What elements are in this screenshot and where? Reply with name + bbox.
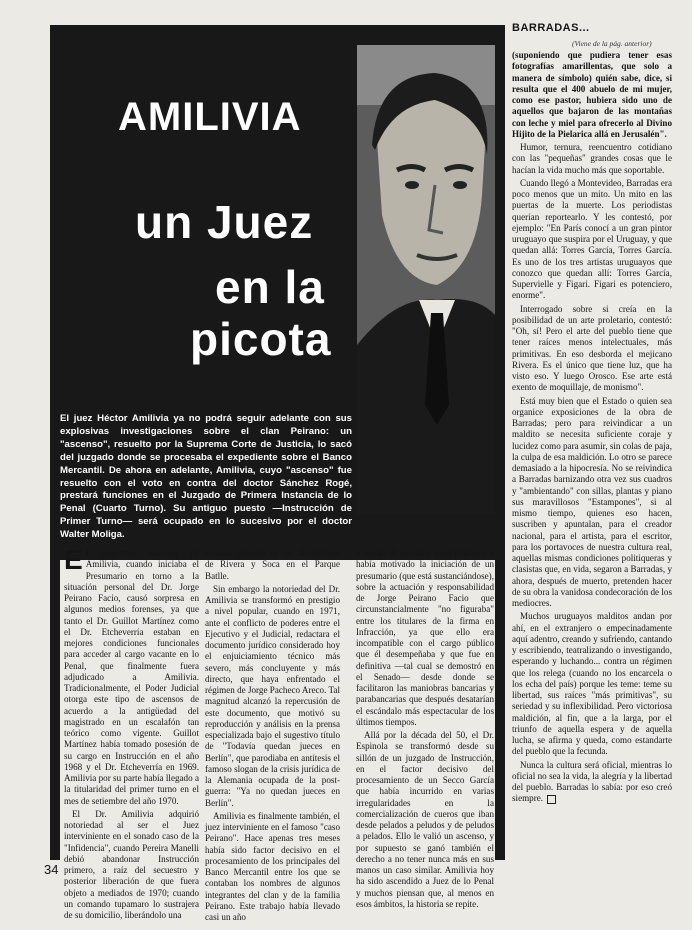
article-column-1: [64, 544, 199, 920]
article-column-3: [356, 548, 494, 909]
col3-paragraph-2: Allá por la década del 50, el Dr. Espinola se transformó desde su sillón de un juzgado de Instrucción, en el factor decisivo del procesamiento de un Secco García que había incurrido en varias irregularidades en la comercialización de cueros que iban desde pelados a peludos y de peludos a pelados. Ello le valió un ascenso, y por supuesto se ganó también el derecho a no tener nunca más en sus manos un caso similar. Amilivia hoy ha sido ascendido a Juez de lo Penal y muchos piensan que, al menos en esos ámbitos, la historia se repite.: [356, 730, 494, 909]
col4-paragraph-6: Muchos uruguayos malditos andan por ahí, en el extranjero o empecinadamente aquí adentro, creando y sufriendo, cantando y escribiendo, teatralizando o investigando, esperando y luchando... contra un régimen que los relega (cuando no los encarcela o los echa del país) porque les teme: teme su libertad, sus raíces "más primitivas", su seriedad y su inflexibilidad. Pero victoriosa maldición, al fin, que a la larga, por el triunfo de aquella espera y de aquella lucha, se afirma y queda, como estandarte del pueblo que la fecunda.: [512, 611, 672, 757]
col4-paragraph-1: (suponiendo que pudiera tener esas fotografías amarillentas, que solo a manera de símbolo) quién sabe, dice, si resulta que el 400 abuelo de mi mujer, como ese pastor, hubiera sido uno de aquellos que bajaron de las montañas con leche y miel para ofrecerlo al Divino Hijito de la Pielarica allá en Jerusalén".: [512, 50, 672, 139]
dropcap: E: [64, 544, 83, 575]
portrait-illustration: [357, 45, 495, 515]
portrait-photo: [357, 45, 495, 515]
article-column-4: [512, 50, 672, 875]
col4-paragraph-4: Interrogado sobre si creía en la posibilidad de un arte proletario, contestó: "Oh, sí! Pero el arte del pueblo tiene que tener raíces menos intelectuales, más primitivas. En eso desborda el mejicano Rivera. Es el único que tiene luz, que ha visto eso. Y luego Orosco. Ese arte está exento de moquillaje, de monismo".: [512, 303, 672, 393]
col4-paragraph-5: Está muy bien que el Estado o quien sea organice exposiciones de la obra de Barradas; pero para reivindicar a un maldito se necesita suficiente coraje y lucidez como para asumir, sin colas de paja, la culpa de esa maldición. Lo otro se parece demasiado a la hipocresía. No se reivindica a Barradas barnizando otra vez sus cuadros y "ambientando" con sillas, plantas y piano sus maravillosos "Estampones", si al mismo tiempo, quienes eso hacen, suscriben y apuntalan, para el creador nacional, para el artista, para el escritor, para los portavoces de nuestra cultura real, aquellas mismas condiciones politiqueras y clasistas que, en vida, segaron a Barradas, y ahora, después de muerto, pretenden hacer de su obra la vanidosa condecoración de los mediocres.: [512, 395, 672, 608]
end-mark-icon: [547, 795, 556, 804]
col2-paragraph-1: semana después en los alrededores de Rivera y Soca en el Parque Batlle.: [205, 548, 340, 581]
continued-article-title: BARRADAS...: [512, 22, 590, 34]
lead-paragraph: El juez Héctor Amilivia ya no podrá seguir adelante con sus explosivas investigaciones sobre el clan Peirano: un "ascenso", resuelto por la Suprema Corte de Justicia, lo sacó del juzgado donde se procesaba el expediente sobre el Banco Mercantil. De ahora en adelante, Amilivia, cuyo "ascenso" fue resuelto con el voto en contra del doctor Sánchez Rogé, prestará funciones en el Juzgado de Primera Instancia de lo Penal (Cuarto Turno). Su antiguo puesto —Instrucción de Primer Turno— será ocupado en lo sucesivo por el doctor Walter Moliga.: [60, 413, 352, 541]
article-column-2: [205, 548, 340, 922]
title-line-2: un Juez: [135, 196, 314, 248]
col2-paragraph-2: Sin embargo la notoriedad del Dr. Amilivia se transformó en prestigio a nivel popular, cuando en 1971, ante el conflicto de poderes entre el Ejecutivo y el Judicial, redactara el documento jurídico considerado hoy el enjuiciamiento técnico más severo, más concluyente y más directo, que haya enfrentado el régimen de Jorge Pacheco Areco. Tal magnitud alcanzó la repercusión de este documento, que motivó su reproducción y análisis en la prensa especializada bajo el sugestivo título de "Todavía quedan jueces en Berlín", que parodiaba en antítesis el famoso slogan de la crisis jurídica de la Alemania ocupada de la post-guerra: "Ya no quedan jueces en Berlín".: [205, 583, 340, 808]
col4-paragraph-7-text: Nunca la cultura será oficial, mientras lo oficial no sea la vida, la alegría y la libertad del pueblo. Barradas lo sabía: por eso creó siempre.: [512, 759, 672, 804]
right-rule: [495, 540, 505, 860]
col3-paragraph-1: y medio de estudios especializados y había motivado la iniciación de un presumario (que está sustanciándose), sobre la actuación y responsabilidad de Jorge Peirano Facio que circunstancialmente "no figuraba" entre los titulares de la firma en Infracción, ya que ello era incompatible con el cargo público que él desempeñaba y que fue en definitiva —tal cual se demostró en el Senado— desde donde se facilitaron las maniobras bancarias y parabancarias que después desatarían el escándalo más espectacular de los últimos tiempos.: [356, 548, 494, 727]
col2-paragraph-3: Amilivia es finalmente también, el juez interviniente en el famoso "caso Peirano". Hace apenas tres meses había sido factor decisivo en el procesamiento de los principales del Banco Mercantil entre los que se contaban los nombres de algunos integrantes del clan y de la familia Peirano. Este trabajo había llevado casi un año: [205, 810, 340, 922]
title-line-3: en la: [215, 261, 325, 313]
col1-paragraph-2: El Dr. Amilivia adquirió notoriedad al ser el Juez interviniente en el sonado caso de la "Infidencia", cuando Pereira Manelli debió abandonar Instrucción primero, a raíz del secuestro y posterior liberación de que fuera objeto a mediados de 1970; cuando un comando tupamaro lo sustrajera de su domicilio, liberándolo una: [64, 808, 199, 920]
col4-paragraph-7: [512, 760, 672, 805]
title-line-1: AMILIVIA: [118, 95, 302, 139]
continued-from-note: (Viene de la pág. anterior): [572, 39, 652, 48]
col1-paragraph-1-text: l sugestivo ascenso de Amilivia, cuando iniciaba el Presumario en torno a la situación personal del Dr. Jorge Peirano Facio, causó sorpresa en algunos medios forenses, ya que tanto el Dr. Guillot Martínez como el Dr. Etcheverría estaban en mejores condiciones funcionales para acceder al cargo vacante en lo Penal, que finalmente fuera adjudicado a Amilivia. Tradicionalmente, el Poder Judicial otorga este tipo de ascensos de acuerdo a la antigüedad del magistrado en un escalafón tan teórico como vigente. Guillot Martínez había tomado posesión de su cargo en Instrucción en el año 1968 y el Dr. Etcheverría en 1969. Amilivia por su parte había llegado a la titularidad del primer turno en el mes de setiembre del año 1970.: [64, 548, 199, 806]
title-line-4: picota: [190, 313, 332, 365]
col1-paragraph-1: [64, 544, 199, 807]
col4-paragraph-2: Humor, ternura, reencuentro cotidiano con las "pequeñas" grandes cosas que le hacían la vida mucho más que soportable.: [512, 142, 672, 175]
left-rule: [50, 540, 60, 860]
page-number: 34: [44, 862, 59, 877]
col4-paragraph-3: Cuando llegó a Montevideo, Barradas era poco menos que un mito. Un mito en las puertas de la muerte. Los periodistas querían reportearlo. Y les contestó, por ejemplo: "En París conocí a un gran pintor uruguayo que suspira por el Uruguay, y que quedan allá: Torres García, Torres García. Es uno de los tres artistas uruguayos que conozco que quedan allí: Torres García, Supervielle y Figari. Figari es potenciero, enorme".: [512, 177, 672, 301]
